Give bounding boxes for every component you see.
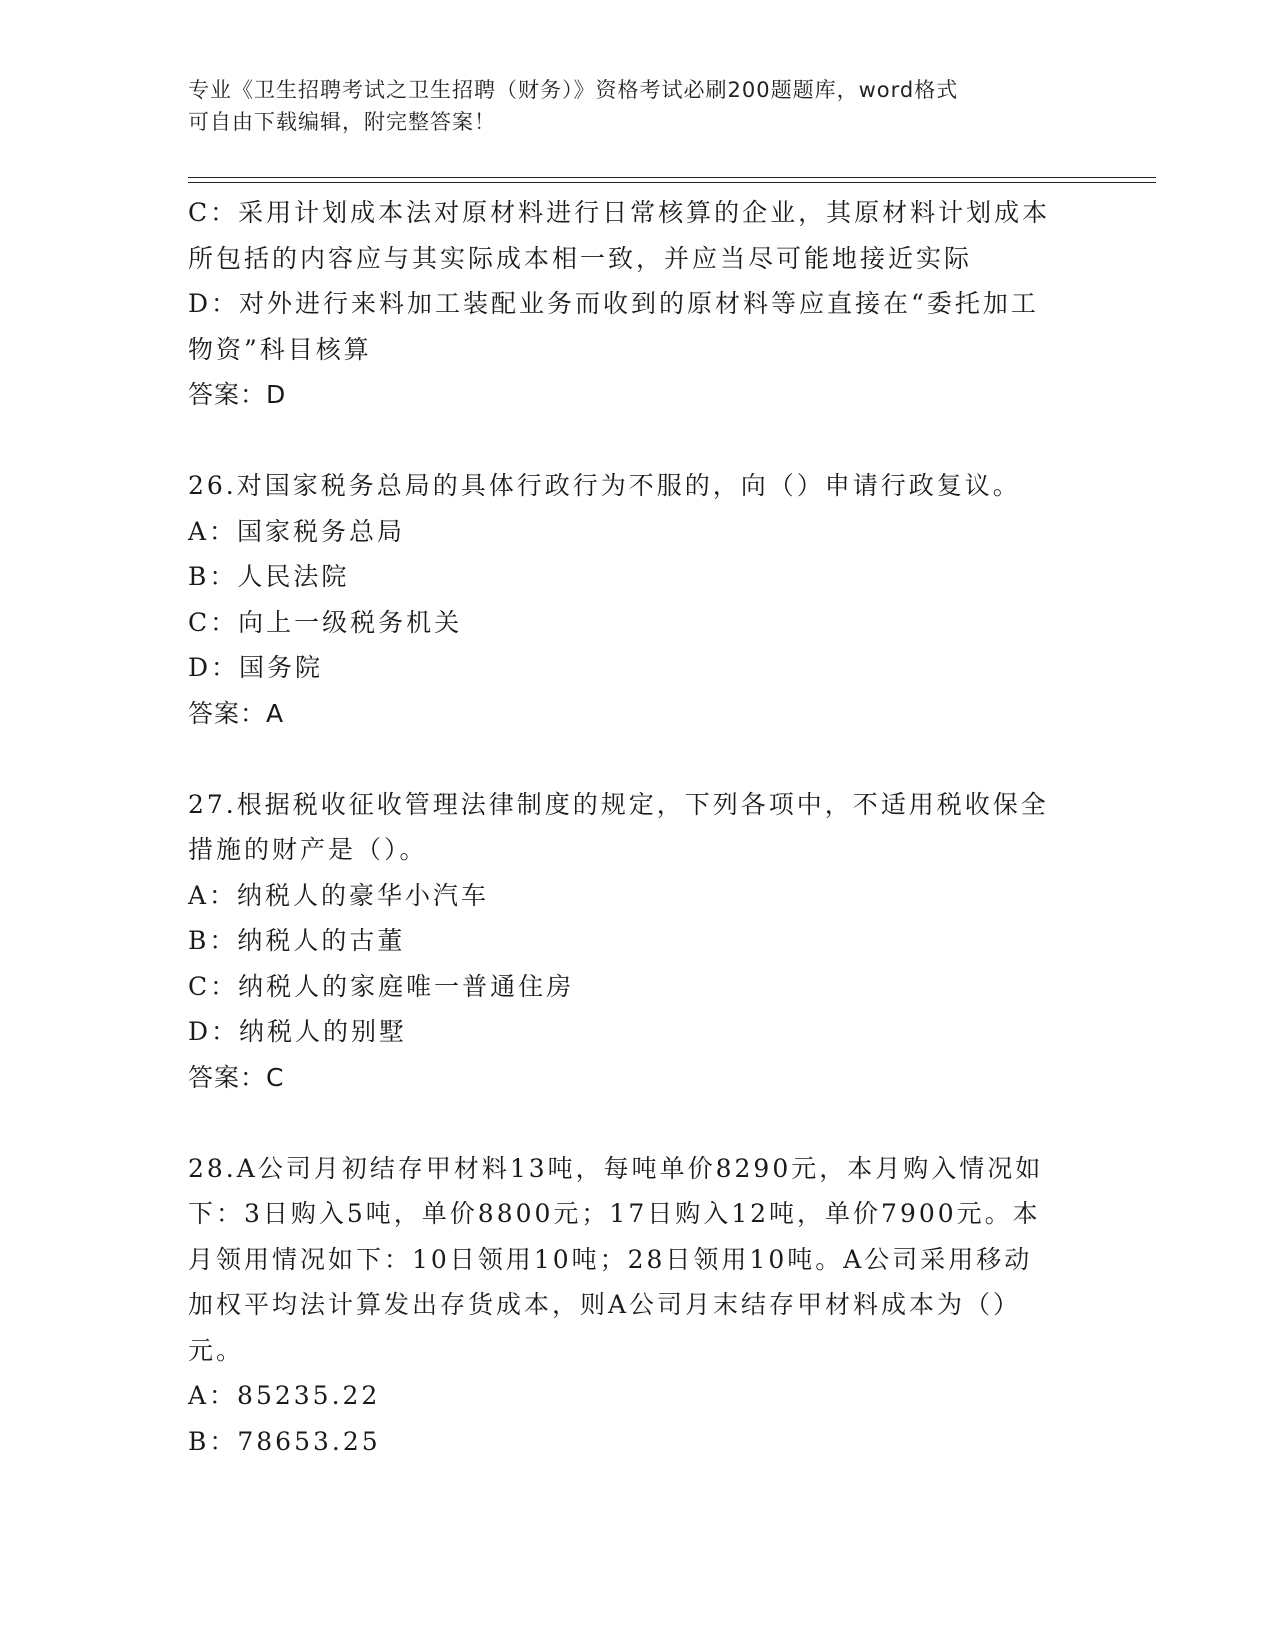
question-content xyxy=(188,190,1068,1464)
q26-option-b: B：人民法院 xyxy=(188,562,350,591)
q25-option-d-line-1: D：对外进行来料加工装配业务而收到的原材料等应直接在“委托加工 xyxy=(188,289,1039,318)
question-25-fragment xyxy=(188,190,1068,418)
q28-question-line-1: 28.A公司月初结存甲材料13吨，每吨单价8290元，本月购入情况如 xyxy=(188,1153,1044,1183)
spacer xyxy=(188,418,1068,464)
question-26 xyxy=(188,463,1068,736)
q26-question: 26.对国家税务总局的具体行政行为不服的，向（）申请行政复议。 xyxy=(188,471,1021,500)
spacer xyxy=(188,1100,1068,1146)
q27-question-line-2: 措施的财产是（）。 xyxy=(188,835,428,864)
document-header xyxy=(188,74,1068,138)
header-title-line-2: 可自由下载编辑，附完整答案！ xyxy=(188,110,496,134)
q28-question-line-3: 月领用情况如下：10日领用10吨；28日领用10吨。A公司采用移动 xyxy=(188,1244,1033,1274)
spacer xyxy=(188,736,1068,782)
q28-question-line-2: 下：3日购入5吨，单价8800元；17日购入12吨，单价7900元。本 xyxy=(188,1199,1041,1228)
q27-option-c: C：纳税人的家庭唯一普通住房 xyxy=(188,971,575,1001)
q28-question-line-5: 元。 xyxy=(188,1335,245,1365)
header-divider-bottom xyxy=(188,182,1156,183)
q27-option-d: D：纳税人的别墅 xyxy=(188,1017,408,1046)
q25-option-c-line-2: 所包括的内容应与其实际成本相一致，并应当尽可能地接近实际 xyxy=(188,243,973,273)
q27-option-b: B：纳税人的古董 xyxy=(188,926,406,955)
q26-option-d: D：国务院 xyxy=(188,653,324,682)
q27-answer: 答案：C xyxy=(188,1062,285,1092)
q26-answer: 答案：A xyxy=(188,698,285,728)
q28-option-b: B：78653.25 xyxy=(188,1426,381,1456)
q25-answer: 答案：D xyxy=(188,380,287,409)
q27-option-a: A：纳税人的豪华小汽车 xyxy=(188,880,490,910)
q28-question-line-4: 加权平均法计算发出存货成本，则A公司月末结存甲材料成本为（） xyxy=(188,1290,1022,1319)
q28-option-a: A：85235.22 xyxy=(188,1381,381,1410)
header-title-line-1: 专业《卫生招聘考试之卫生招聘（财务）》资格考试必刷200题题库，word格式 xyxy=(188,78,959,102)
q25-option-c-line-1: C：采用计划成本法对原材料进行日常核算的企业，其原材料计划成本 xyxy=(188,198,1051,227)
question-27 xyxy=(188,782,1068,1101)
q25-option-d-line-2: 物资”科目核算 xyxy=(188,334,372,364)
question-28 xyxy=(188,1146,1068,1465)
q26-option-c: C：向上一级税务机关 xyxy=(188,607,463,637)
header-divider-top xyxy=(188,177,1156,178)
q26-option-a: A：国家税务总局 xyxy=(188,516,406,546)
q27-question-line-1: 27.根据税收征收管理法律制度的规定，下列各项中，不适用税收保全 xyxy=(188,789,1049,819)
